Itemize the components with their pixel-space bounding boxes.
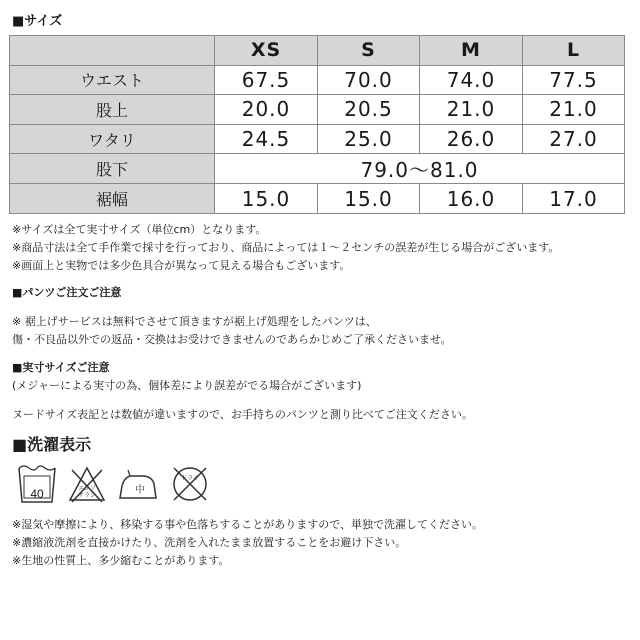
row-label-rise: 股上	[10, 95, 215, 125]
measure-notice-title: ■実寸サイズご注意	[12, 361, 110, 374]
row-label-waist: ウエスト	[10, 65, 215, 95]
iron-medium-icon	[116, 462, 156, 506]
table-cell: 70.0	[318, 65, 420, 95]
size-note: ※商品寸法は全て手作業で採寸を行っており、商品によっては１〜２センチの誤差が生じる場合がございます。	[12, 241, 560, 254]
svg-text:中: 中	[135, 485, 145, 496]
table-cell: 25.0	[318, 124, 420, 154]
size-header-s: S	[318, 36, 420, 66]
pants-notice-line: 傷・不良品以外での返品・交換はお受けできませんのであらかじめご了承くださいませ。	[12, 333, 452, 346]
table-cell: 20.0	[215, 95, 318, 125]
wash-section-title: ■洗濯表示	[12, 435, 92, 454]
wash-temperature-label: 40	[30, 487, 44, 501]
table-corner-cell	[10, 36, 215, 66]
table-cell: 15.0	[318, 184, 420, 214]
size-header-xs: XS	[215, 36, 318, 66]
no-bleach-icon	[66, 462, 106, 506]
row-label-inseam: 股下	[10, 154, 215, 184]
row-label-hem-width: 裾幅	[10, 184, 215, 214]
pants-notice-line: ※ 裾上げサービスは無料でさせて頂きますが裾上げ処理をしたパンツは、	[12, 315, 377, 328]
svg-text:ドライ: ドライ	[181, 475, 199, 482]
wash-note: ※生地の性質上、多少縮むことがあります。	[12, 554, 230, 567]
wash-40-icon	[16, 462, 56, 506]
table-row	[10, 65, 625, 95]
table-cell: 17.0	[523, 184, 625, 214]
table-row	[10, 184, 625, 214]
measure-notice-line: (メジャーによる実寸の為、個体差により誤差がでる場合がございます)	[12, 379, 362, 392]
svg-text:サラシ: サラシ	[77, 492, 97, 499]
pants-notice-title: ■パンツご注文ご注意	[12, 286, 122, 299]
row-label-thigh: ワタリ	[10, 124, 215, 154]
svg-text:エンソ: エンソ	[77, 485, 97, 492]
table-cell: 20.5	[318, 95, 420, 125]
table-cell: 16.0	[420, 184, 523, 214]
size-header-l: L	[523, 36, 625, 66]
wash-note: ※濃縮液洗剤を直接かけたり、洗剤を入れたまま放置することをお避け下さい。	[12, 536, 407, 549]
care-label-icons	[16, 462, 216, 510]
size-section-title: ■サイズ	[12, 14, 63, 29]
table-cell: 67.5	[215, 65, 318, 95]
measure-notice-line: ヌードサイズ表記とは数値が違いますので、お手持ちのパンツと測り比べてご注文ください。	[12, 408, 473, 421]
table-cell: 21.0	[523, 95, 625, 125]
size-table	[9, 35, 625, 214]
size-table-header-row	[10, 36, 625, 66]
table-cell: 27.0	[523, 124, 625, 154]
table-row	[10, 95, 625, 125]
wash-note: ※湿気や摩擦により、移染する事や色落ちすることがありますので、単独で洗濯してください。	[12, 518, 483, 531]
table-row	[10, 124, 625, 154]
size-header-m: M	[420, 36, 523, 66]
table-cell: 24.5	[215, 124, 318, 154]
table-cell: 74.0	[420, 65, 523, 95]
no-dry-clean-icon	[168, 462, 208, 506]
table-cell: 15.0	[215, 184, 318, 214]
table-cell: 21.0	[420, 95, 523, 125]
size-note: ※画面上と実物では多少色具合が異なって見える場合もございます。	[12, 259, 351, 272]
table-cell-merged: 79.0〜81.0	[215, 154, 625, 184]
table-cell: 77.5	[523, 65, 625, 95]
table-cell: 26.0	[420, 124, 523, 154]
size-note: ※サイズは全て実寸サイズ（単位cm）となります。	[12, 223, 267, 236]
table-row	[10, 154, 625, 184]
